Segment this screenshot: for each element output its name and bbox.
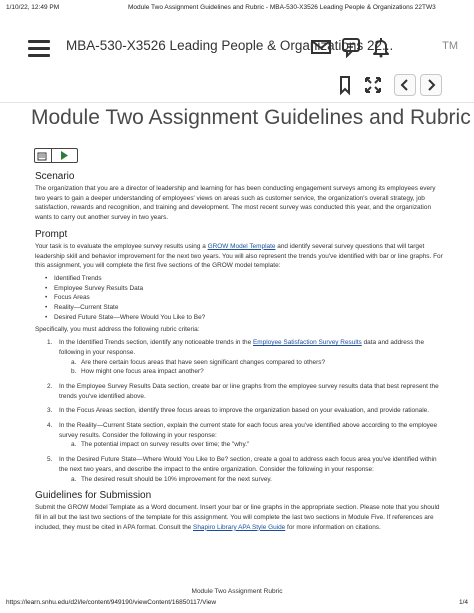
chevron-right-icon xyxy=(426,79,436,91)
sub-marker: a. xyxy=(71,441,77,449)
criterion-item xyxy=(47,406,445,416)
criterion-number: 2. xyxy=(47,382,53,390)
print-title: Module Two Assignment Guidelines and Rubric - MBA-530-X3526 Leading People & Organizations 22TW3 xyxy=(128,4,436,11)
bell-icon[interactable] xyxy=(370,36,392,58)
criterion-text: section, explain the current state for each focus area you've identified above according to the employee survey results. Consider the following in your response: xyxy=(59,422,438,439)
sub-item xyxy=(71,367,445,377)
criteria-intro: Specifically, you must address the following rubric criteria: xyxy=(35,326,200,334)
criterion-section: Reality—Current State xyxy=(76,422,142,430)
play-icon xyxy=(60,151,69,160)
criterion-text: section, create bar or line graphs from the employee survey results data that best represent the trends you've identified above. xyxy=(59,382,439,400)
sub-text: The desired result should be 10% improvement for the next survey. xyxy=(81,475,272,483)
criterion-text: section, identify any noticeable trends in the xyxy=(124,339,253,347)
criterion-section: Employee Survey Results Data xyxy=(76,382,166,390)
criterion-section: Desired Future State—Where Would You Like to Be? xyxy=(76,456,229,464)
criterion-number: 3. xyxy=(47,407,53,415)
sub-item xyxy=(71,358,445,368)
guidelines-heading: Guidelines for Submission xyxy=(35,490,152,502)
user-avatar[interactable]: TM xyxy=(442,40,458,52)
play-button[interactable] xyxy=(52,149,77,162)
prompt-intro xyxy=(35,242,445,271)
criterion-text: In the xyxy=(59,382,77,390)
audio-player[interactable] xyxy=(34,148,78,163)
grow-template-link[interactable]: GROW Model Template xyxy=(207,242,276,250)
criterion-text: In the xyxy=(59,339,77,347)
text-icon[interactable] xyxy=(35,149,52,162)
guidelines-text-b: for more information on citations. xyxy=(285,523,381,531)
next-button[interactable] xyxy=(420,74,442,96)
list-item: • Desired Future State—Where Would You Like to Be? xyxy=(45,313,445,323)
criterion-number: 4. xyxy=(47,422,53,430)
criterion-number: 1. xyxy=(47,339,53,347)
print-footer xyxy=(6,599,468,609)
sub-marker: a. xyxy=(71,358,77,366)
page-title: Module Two Assignment Guidelines and Rubric xyxy=(31,106,471,129)
course-title[interactable]: MBA-530-X3526 Leading People & Organizations 22... xyxy=(66,38,394,53)
fullscreen-icon[interactable] xyxy=(362,74,384,96)
top-bar xyxy=(28,30,458,62)
criterion-item xyxy=(47,338,445,377)
sub-text: Are there certain focus areas that have seen significant changes compared to others? xyxy=(81,358,326,366)
prompt-intro-text: Your task is to evaluate the employee survey results using a xyxy=(35,242,208,250)
print-header xyxy=(6,4,468,16)
apa-guide-link[interactable]: Shapiro Library APA Style Guide xyxy=(193,523,286,531)
scenario-heading: Scenario xyxy=(35,171,75,182)
criteria-list xyxy=(35,338,445,484)
list-item: • Identified Trends xyxy=(45,274,445,284)
chevron-left-icon xyxy=(400,79,410,91)
top-icons xyxy=(310,36,458,58)
rubric-footer-title: Module Two Assignment Rubric xyxy=(191,588,283,595)
criterion-text: In the xyxy=(59,456,77,464)
sub-item xyxy=(71,475,445,485)
guidelines-text-a: Submit the GROW Model Template as a Word document. Insert your bar or line graphs in the appropriate section. Please note that you should fill in all but the last two sections of the template for this assignment. You will complete the last two sections in Module Five. If references are included, they must be cited in APA format. Consult the xyxy=(35,504,440,531)
menu-icon[interactable] xyxy=(28,40,50,56)
criterion-text: In the xyxy=(59,407,77,415)
sub-text: The potential impact on survey results over time; the "why." xyxy=(81,441,250,449)
previous-button[interactable] xyxy=(394,74,416,96)
criterion-text: section, create a goal to address each focus area you've identified within the next two years, and describe the impact to the entire organization. Consider the following in your response: xyxy=(59,456,437,473)
sub-marker: b. xyxy=(71,368,77,376)
criterion-item xyxy=(47,421,445,450)
criterion-text: data and address the following in your response. xyxy=(59,339,425,356)
list-item: • Employee Survey Results Data xyxy=(45,284,445,294)
page-number: 1/4 xyxy=(458,599,468,606)
list-item: • Reality—Current State xyxy=(45,303,445,313)
criterion-item xyxy=(47,382,445,401)
criterion-number: 5. xyxy=(47,456,53,464)
main-content xyxy=(35,170,445,532)
criterion-section: Identified Trends xyxy=(76,339,125,347)
prompt-intro-text-2: and identify several survey questions that will target leadership skill and behavior improvement for the next two years. You will also represent the trends you've identified with bar or line graphs. For this assignment, you will complete the first five sections of the GROW model template: xyxy=(35,242,443,270)
criterion-item xyxy=(47,455,445,484)
print-url: https://learn.snhu.edu/d2l/le/content/949190/viewContent/16850117/View xyxy=(6,599,217,606)
chat-icon[interactable] xyxy=(340,36,362,58)
list-item: • Focus Areas xyxy=(45,293,445,303)
prompt-heading: Prompt xyxy=(35,228,68,240)
content-toolbar xyxy=(0,74,474,98)
sub-text: How might one focus area impact another? xyxy=(81,368,204,376)
sections-list xyxy=(35,274,445,323)
print-date: 1/10/22, 12:49 PM xyxy=(6,4,60,11)
sub-item xyxy=(71,440,445,450)
guidelines-text xyxy=(35,503,445,532)
scenario-text: The organization that you are a director of leadership and learning for has been conducting engagement surveys among its employees every two years to gain a deeper understanding of employees' views on areas such as customer service, the organization's overall strategy, job satisfaction, rewards and recognition, and training and development. The most recent survey was conducted this year, and the organization wants to carry out another survey in two years. xyxy=(35,185,436,222)
divider xyxy=(0,102,474,103)
bookmark-icon[interactable] xyxy=(334,74,356,96)
survey-results-link[interactable]: Employee Satisfaction Survey Results xyxy=(253,339,362,347)
mail-icon[interactable] xyxy=(310,36,332,58)
sub-marker: a. xyxy=(71,475,77,483)
criterion-text: In the xyxy=(59,422,77,430)
criterion-text: section, identify three focus areas to improve the organization based on your evaluation, and provide rationale. xyxy=(112,407,430,415)
criterion-section: Focus Areas xyxy=(76,407,113,415)
